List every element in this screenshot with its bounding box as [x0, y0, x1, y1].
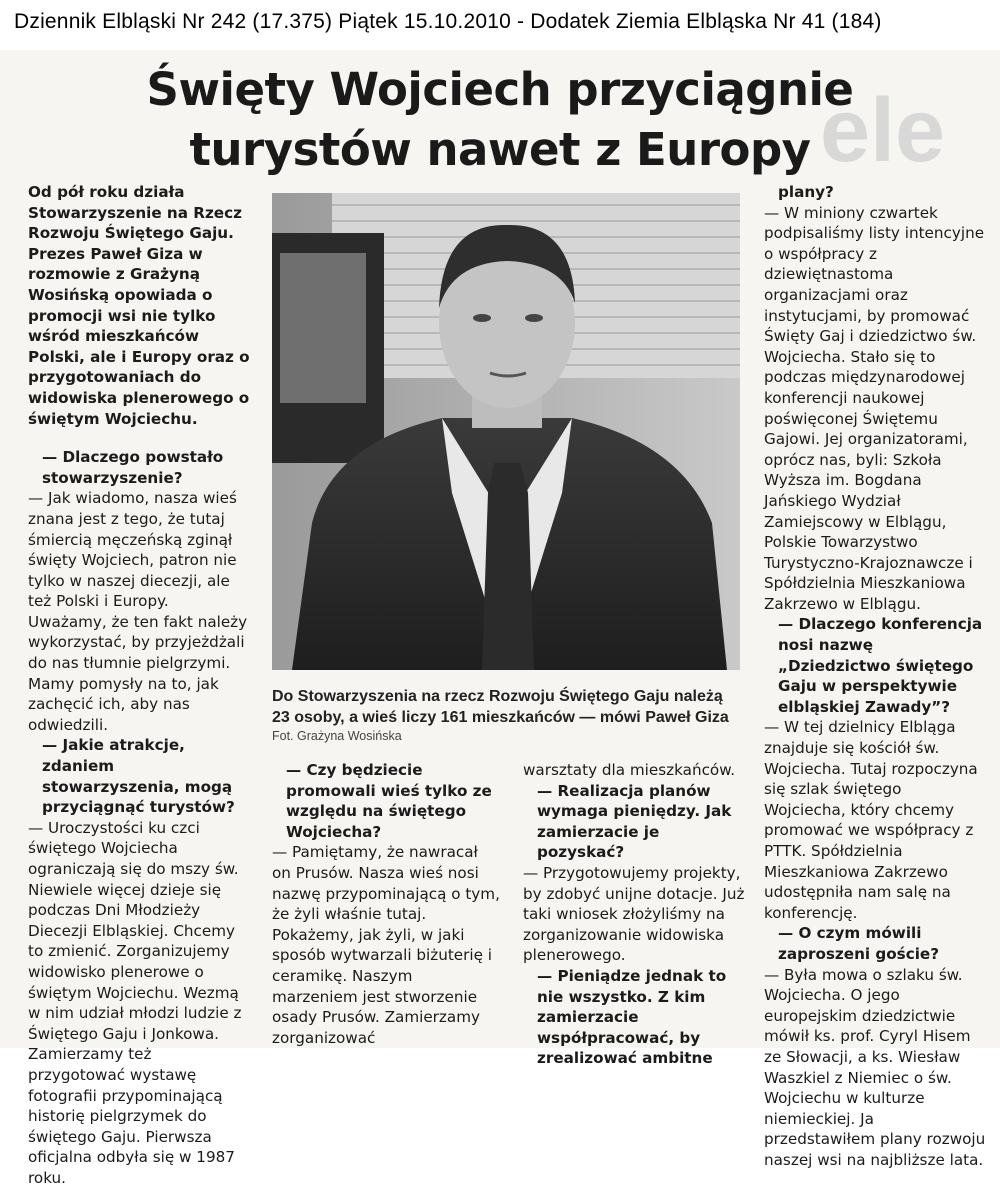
answer-7: — Była mowa o szlaku św. Wojciecha. O jego europejskim dziedzictwie mówił ks. prof. Cyryl Hisem ze Słowacji, a ks. Wiesław Waszkiel z Niemiec o św. Wojciechu w kulturze niemieckiej. Ja przedstawiłem plany rozwoju naszej wsi na najbliższe lata.: [764, 965, 986, 1169]
question-5-continued: plany?: [778, 183, 834, 201]
article-title: [0, 60, 1000, 180]
answer-4: — Przygotowujemy projekty, by zdobyć unijne dotacje. Już taki wniosek złożyliśmy na zorganizowanie widowiska plenerowego.: [523, 863, 745, 965]
column-2: [272, 760, 500, 1048]
question-5: — Pieniądze jednak to nie wszystko. Z kim zamierzacie współpracować, by zrealizować ambitne: [537, 966, 727, 1068]
publication-info: Dziennik Elbląski Nr 242 (17.375) Piątek 15.10.2010 - Dodatek Ziemia Elbląska Nr 41 (184): [14, 10, 882, 33]
title-line-1: Święty Wojciech przyciągnie: [146, 63, 854, 116]
question-6: — Dlaczego konferencja nosi nazwę „Dziedzictwo świętego Gaju w perspektywie elbląskiej Zawady”?: [778, 615, 983, 716]
column-3: [523, 760, 748, 1069]
question-1: — Dlaczego powstało stowarzyszenie?: [42, 448, 224, 487]
column-4: [764, 182, 986, 1171]
answer-6: — W tej dzielnicy Elbląga znajduje się kościół św. Wojciecha. Tutaj rozpoczyna się szlak świętego Wojciecha, który chcemy promować we współpracy z PTTK. Spółdzielnia Mieszkaniowa Zakrzewo udostępniła nam salę na konferencję.: [764, 718, 978, 922]
answer-1: — Jak wiadomo, nasza wieś znana jest z tego, że tutaj śmiercią męczeńską zginął święty Wojciech, patron nie tylko w naszej diecezji, ale też Polski i Europy. Uważamy, że ten fakt należy wykorzystać, by przyjeżdżali do nas tłumnie pielgrzymi. Mamy pomysły na to, jak zachęcić ich, aby nas odwiedzili.: [28, 489, 248, 734]
clipping-header: [0, 0, 1000, 50]
answer-3-continued: warsztaty dla mieszkańców.: [523, 761, 736, 779]
question-2: — Jakie atrakcje, zdaniem stowarzyszenia, mogą przyciągnąć turystów?: [42, 736, 235, 817]
photo-credit: Fot. Grażyna Wosińska: [272, 729, 402, 743]
portrait-image: [272, 193, 740, 670]
article-lead: Od pół roku działa Stowarzyszenie na Rzecz Rozwoju Świętego Gaju. Prezes Paweł Giza w rozmowie z Grażyną Wosińską opowiada o promocji wsi nie tylko wśród mieszkańców Polski, ale i Europy oraz o przygotowaniach do widowiska plenerowego o świętym Wojciechu.: [28, 183, 250, 428]
question-7: — O czym mówili zaproszeni goście?: [778, 924, 940, 963]
interview-photo: [272, 193, 740, 670]
show-through-text: ele: [820, 81, 946, 181]
column-1: [28, 182, 250, 1189]
photo-caption: Do Stowarzyszenia na rzecz Rozwoju Świętego Gaju należą 23 osoby, a wieś liczy 161 mieszkańców — mówi Paweł Giza: [272, 688, 729, 726]
question-3: — Czy będziecie promowali wieś tylko ze względu na świętego Wojciecha?: [286, 761, 492, 841]
answer-3: — Pamiętamy, że nawracał on Prusów. Nasza wieś nosi nazwę przypominającą o tym, że żyli właśnie tutaj. Pokażemy, jak żyli, w jaki sposób wytwarzali biżuterię i ceramikę. Naszym marzeniem jest stworzenie osady Prusów. Zamierzamy zorganizować: [272, 843, 500, 1047]
title-line-2: turystów nawet z Europy: [189, 123, 811, 176]
question-4: — Realizacja planów wymaga pieniędzy. Jak zamierzacie je pozyskać?: [537, 781, 732, 862]
answer-2: — Uroczystości ku czci świętego Wojciecha ograniczają się do mszy św. Niewiele więcej dzieje się podczas Dni Młodzieży Diecezji Elbląskiej. Chcemy to zmienić. Zorganizujemy widowisko plenerowe o świętym Wojciechu. Wezmą w nim udział młodzi ludzie z Świętego Gaju i Jonkowa. Zamierzamy też przygotować wystawę fotografii przypominającą historię pielgrzymek do świętego Gaju. Pierwsza oficjalna odbyła się w 1987 roku.: [28, 818, 242, 1187]
answer-5: — W miniony czwartek podpisaliśmy listy intencyjne o współpracy z dziewiętnastoma organizacjami oraz instytucjami, by promować Święty Gaj i dziedzictwo św. Wojciecha. Stało się to podczas międzynarodowej konferencji naukowej poświęconej Świętemu Gajowi. Jej organizatorami, oprócz nas, byli: Szkoła Wyższa im. Bogdana Jańskiego Wydział Zamiejscowy w Elblągu, Polskie Towarzystwo Turystyczno-Krajoznawcze i Spółdzielnia Mieszkaniowa Zakrzewo w Elblągu.: [764, 203, 985, 613]
